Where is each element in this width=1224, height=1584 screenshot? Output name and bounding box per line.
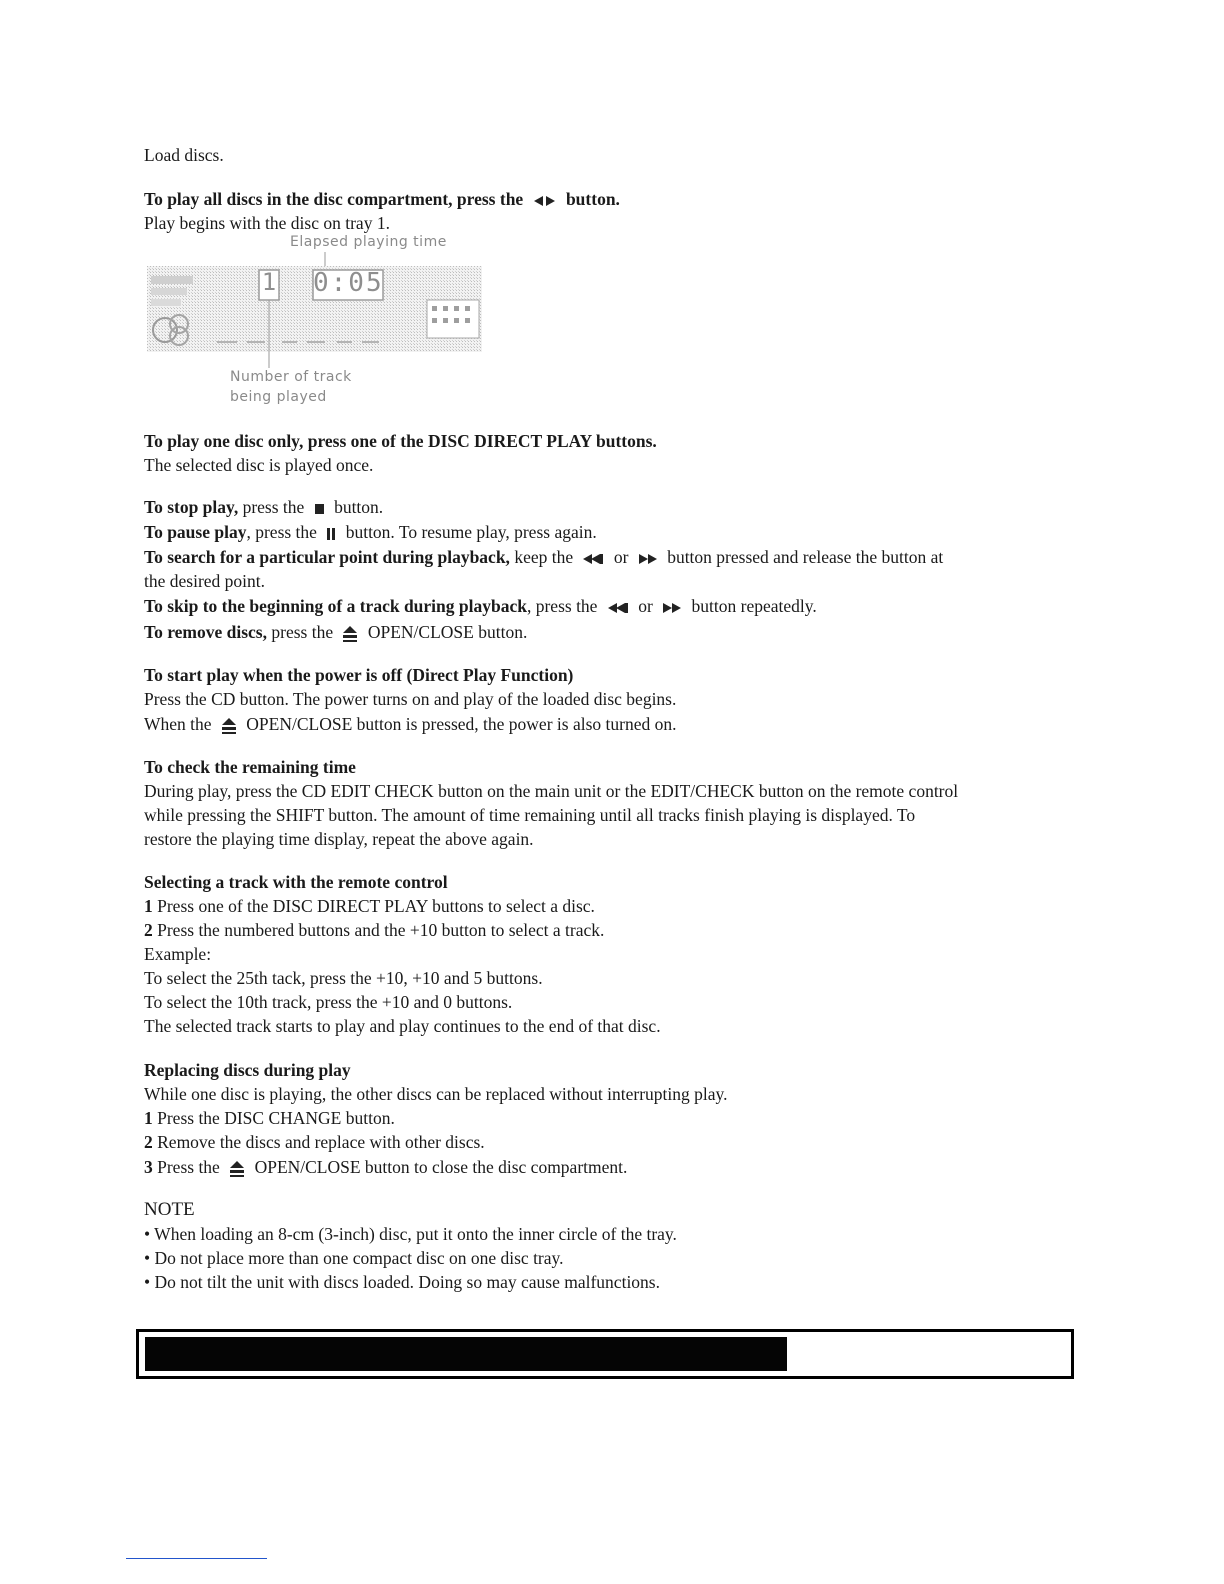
elapsed-time-value: 0:05 <box>313 268 384 298</box>
pause-icon <box>327 528 335 540</box>
fast-forward-icon <box>639 553 657 565</box>
search-line-cont: the desired point. <box>144 571 266 591</box>
cd-display-figure <box>147 230 487 410</box>
play-one-heading: To play one disc only, press one of the DISC DIRECT PLAY buttons. <box>144 431 657 451</box>
direct-play-line1: Press the CD button. The power turns on and play of the loaded disc begins. <box>144 689 677 709</box>
rewind-icon <box>583 553 603 565</box>
skip-line: To skip to the beginning of a track during playback, press the or button repeatedly. <box>144 596 817 616</box>
bottom-link-underline <box>126 1558 267 1559</box>
replacing-step3: 3 Press the OPEN/CLOSE button to close the disc compartment. <box>144 1157 628 1177</box>
fast-forward-icon <box>663 602 681 614</box>
stop-play-line: To stop play, press the button. <box>144 497 384 517</box>
eject-icon <box>230 1161 244 1177</box>
note-item: • Do not place more than one compact disc on one disc tray. <box>144 1248 564 1268</box>
replacing-heading: Replacing discs during play <box>144 1060 351 1080</box>
replacing-step2: 2 Remove the discs and replace with other discs. <box>144 1132 485 1152</box>
play-pause-icon <box>534 195 556 207</box>
remaining-heading: To check the remaining time <box>144 757 356 777</box>
load-discs-text: Load discs. <box>144 145 224 165</box>
select-track-ex2: To select the 10th track, press the +10 and 0 buttons. <box>144 992 513 1012</box>
select-track-ex1: To select the 25th tack, press the +10, +10 and 5 buttons. <box>144 968 543 988</box>
track-number-digit: 1 <box>261 268 277 296</box>
play-all-body: Play begins with the disc on tray 1. <box>144 213 390 233</box>
replacing-step1: 1 Press the DISC CHANGE button. <box>144 1108 395 1128</box>
rewind-icon <box>608 602 628 614</box>
note-heading: NOTE <box>144 1199 195 1220</box>
footer-redacted-block <box>145 1337 787 1371</box>
select-track-example: Example: <box>144 944 212 964</box>
elapsed-time-label: Elapsed playing time <box>290 234 447 250</box>
select-track-step2: 2 Press the numbered buttons and the +10 button to select a track. <box>144 920 605 940</box>
note-item: • Do not tilt the unit with discs loaded. Doing so may cause malfunctions. <box>144 1272 660 1292</box>
eject-icon <box>222 718 236 734</box>
replacing-intro: While one disc is playing, the other discs can be replaced without interrupting play. <box>144 1084 728 1104</box>
direct-play-heading: To start play when the power is off (Direct Play Function) <box>144 665 574 685</box>
play-one-body: The selected disc is played once. <box>144 455 374 475</box>
play-all-heading: To play all discs in the disc compartment, press the button. <box>144 189 620 209</box>
eject-icon <box>343 626 357 642</box>
select-track-ex3: The selected track starts to play and play continues to the end of that disc. <box>144 1016 661 1036</box>
remaining-line2: while pressing the SHIFT button. The amount of time remaining until all tracks finish playing is displayed. To <box>144 805 916 825</box>
footer-bar <box>136 1329 1074 1379</box>
select-track-heading: Selecting a track with the remote control <box>144 872 448 892</box>
remaining-line1: During play, press the CD EDIT CHECK button on the main unit or the EDIT/CHECK button on the remote control <box>144 781 959 801</box>
search-line: To search for a particular point during playback, keep the or button pressed and release the button at <box>144 547 944 567</box>
remaining-line3: restore the playing time display, repeat the above again. <box>144 829 534 849</box>
track-number-label: Number of track <box>230 369 352 385</box>
select-track-step1: 1 Press one of the DISC DIRECT PLAY buttons to select a disc. <box>144 896 595 916</box>
track-number-label-cont: being played <box>230 389 327 405</box>
direct-play-line2: When the OPEN/CLOSE button is pressed, the power is also turned on. <box>144 714 677 734</box>
remove-discs-line: To remove discs, press the OPEN/CLOSE button. <box>144 622 528 642</box>
pause-play-line: To pause play, press the button. To resume play, press again. <box>144 522 597 542</box>
note-item: • When loading an 8-cm (3-inch) disc, put it onto the inner circle of the tray. <box>144 1224 677 1244</box>
stop-icon <box>315 504 324 514</box>
